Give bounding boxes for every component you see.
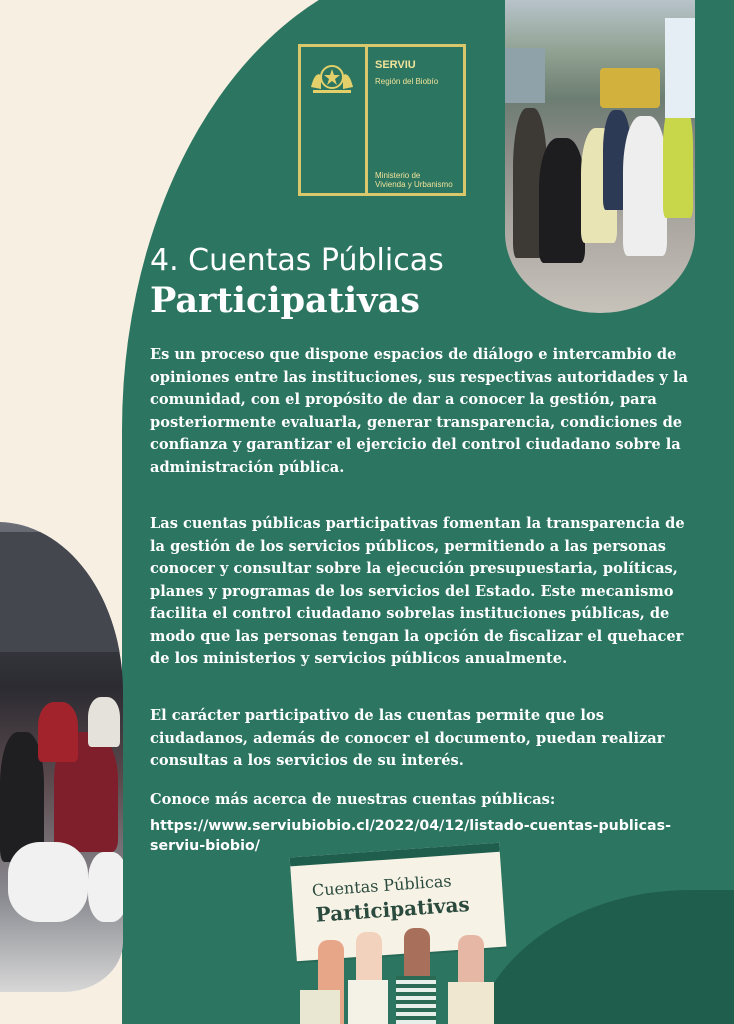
section-title-line1: 4. Cuentas Públicas — [150, 243, 444, 278]
logo-ministry-line1: Ministerio de — [375, 171, 421, 180]
logo-org-name: SERVIU — [375, 59, 416, 71]
paragraph-participation: El carácter participativo de las cuentas permite que los ciudadanos, además de conocer el documento, puedan realizar consultas a los servicios de su interés. — [150, 707, 665, 769]
sign-line2: Participativas — [314, 892, 471, 927]
serviu-logo — [298, 44, 466, 196]
paragraph-learn-more: Conoce más acerca de nuestras cuentas públicas: — [150, 791, 556, 808]
cuentas-publicas-link[interactable]: https://www.serviubiobio.cl/2022/04/12/listado-cuentas-publicas-serviu-biobio/ — [150, 818, 671, 854]
paragraph-transparency: Las cuentas públicas participativas fomentan la transparencia de la gestión de los servicios públicos, permitiendo a las personas conocer y consultar sobre la ejecución presupuestaria, políticas, planes y programas de los servicios del Estado. Este mecanismo facilita el control ciudadano sobrelas instituciones públicas, de modo que las personas tengan la opción de fiscalizar el quehacer de los ministerios y servicios públicos anualmente. — [150, 515, 685, 667]
sleeve-shape — [300, 990, 340, 1024]
section-title-line2: Participativas — [150, 280, 420, 321]
chile-crest-icon — [307, 57, 357, 106]
sleeve-shape — [348, 980, 388, 1024]
sign-line1: Cuentas Públicas — [311, 871, 453, 900]
paragraph-definition: Es un proceso que dispone espacios de diálogo e intercambio de opiniones entre las instituciones, sus respectivas autoridades y la comunidad, con el propósito de dar a conocer la gestión, para posteriormente evaluarla, generar transparencia, condiciones de confianza y garantizar el ejercicio del control ciudadano sobre la administración pública. — [150, 346, 688, 476]
logo-ministry-line2: Vivienda y Urbanismo — [375, 180, 453, 189]
construction-site-photo — [505, 0, 695, 313]
logo-divider — [365, 47, 368, 193]
sleeve-shape — [448, 982, 494, 1024]
sleeve-shape — [396, 976, 436, 1024]
audience-event-photo — [0, 522, 123, 992]
logo-ministry — [375, 171, 465, 189]
logo-region: Región del Biobío — [375, 77, 439, 86]
